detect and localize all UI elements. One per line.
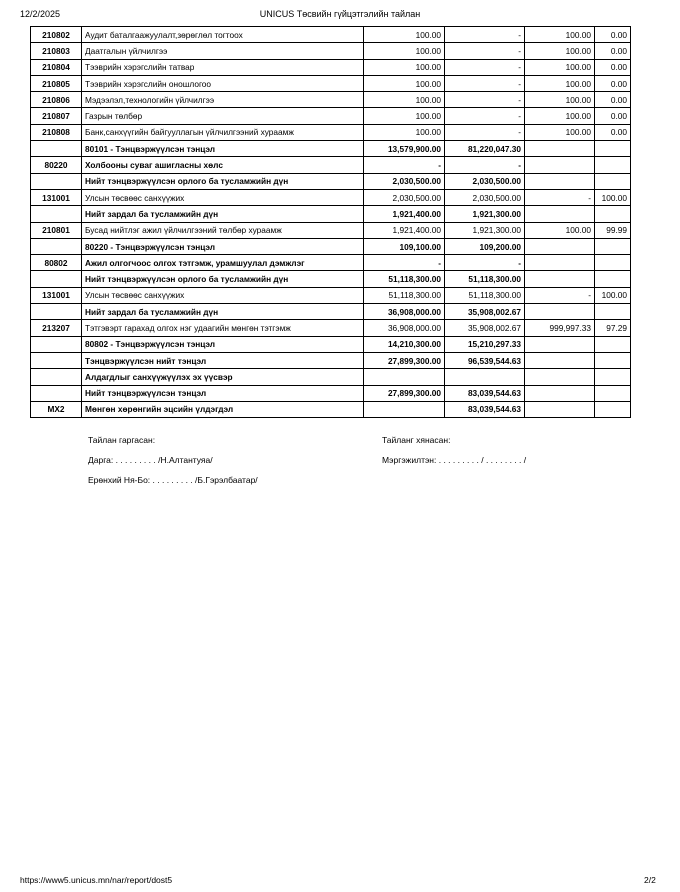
planned-amount-cell: 51,118,300.00 xyxy=(364,271,445,287)
account-name-cell: Мэдээлэл,технологийн үйлчилгээ xyxy=(82,92,364,108)
planned-amount-cell: 27,899,300.00 xyxy=(364,352,445,368)
table-row xyxy=(31,287,631,303)
difference-cell xyxy=(525,385,595,401)
actual-amount-cell: 1,921,300.00 xyxy=(445,206,525,222)
planned-amount-cell: 36,908,000.00 xyxy=(364,304,445,320)
difference-cell xyxy=(525,157,595,173)
difference-cell xyxy=(525,401,595,417)
account-name-cell: Алдагдлыг санхүүжүүлэх эх үүсвэр xyxy=(82,369,364,385)
percent-cell: 0.00 xyxy=(595,75,631,91)
account-code-cell: 131001 xyxy=(31,189,82,205)
percent-cell xyxy=(595,369,631,385)
account-name-cell: Нийт тэнцвэржүүлсэн тэнцэл xyxy=(82,385,364,401)
difference-cell xyxy=(525,238,595,254)
account-code-cell: 80802 xyxy=(31,255,82,271)
actual-amount-cell: - xyxy=(445,92,525,108)
account-code-cell: 131001 xyxy=(31,287,82,303)
percent-cell xyxy=(595,206,631,222)
planned-amount-cell xyxy=(364,401,445,417)
account-code-cell: 213207 xyxy=(31,320,82,336)
planned-amount-cell: 109,100.00 xyxy=(364,238,445,254)
account-code-cell: 210806 xyxy=(31,92,82,108)
difference-cell: 100.00 xyxy=(525,92,595,108)
difference-cell: - xyxy=(525,287,595,303)
difference-cell xyxy=(525,304,595,320)
actual-amount-cell: 109,200.00 xyxy=(445,238,525,254)
table-row xyxy=(31,124,631,140)
table-row xyxy=(31,75,631,91)
planned-amount-cell: 2,030,500.00 xyxy=(364,173,445,189)
account-name-cell: 80220 - Тэнцвэржүүлсэн тэнцэл xyxy=(82,238,364,254)
account-name-cell: Аудит баталгаажуулалт,зөрөглөл тогтоох xyxy=(82,27,364,43)
planned-amount-cell: 2,030,500.00 xyxy=(364,189,445,205)
table-row xyxy=(31,92,631,108)
table-row xyxy=(31,320,631,336)
table-row xyxy=(31,255,631,271)
actual-amount-cell: - xyxy=(445,27,525,43)
account-code-cell xyxy=(31,141,82,157)
percent-cell xyxy=(595,255,631,271)
account-code-cell: 210802 xyxy=(31,27,82,43)
percent-cell: 0.00 xyxy=(595,92,631,108)
planned-amount-cell: 1,921,400.00 xyxy=(364,222,445,238)
table-row xyxy=(31,189,631,205)
account-name-cell: Нийт зардал ба тусламжийн дүн xyxy=(82,206,364,222)
account-code-cell: 80220 xyxy=(31,157,82,173)
planned-amount-cell: 100.00 xyxy=(364,59,445,75)
table-row xyxy=(31,27,631,43)
account-code-cell xyxy=(31,385,82,401)
actual-amount-cell: 96,539,544.63 xyxy=(445,352,525,368)
planned-amount-cell: 100.00 xyxy=(364,75,445,91)
difference-cell xyxy=(525,271,595,287)
percent-cell xyxy=(595,336,631,352)
planned-amount-cell: - xyxy=(364,157,445,173)
table-row xyxy=(31,173,631,189)
actual-amount-cell xyxy=(445,369,525,385)
planned-amount-cell xyxy=(364,369,445,385)
director-signature: Дарга: . . . . . . . . . /Н.Алтантуяа/ xyxy=(88,455,213,465)
percent-cell: 99.99 xyxy=(595,222,631,238)
specialist-signature: Мэргэжилтэн: . . . . . . . . . / . . . . . . . . / xyxy=(382,455,527,465)
difference-cell xyxy=(525,336,595,352)
report-table-body xyxy=(31,27,631,418)
actual-amount-cell: 2,030,500.00 xyxy=(445,189,525,205)
account-name-cell: Бусад нийтлэг ажил үйлчилгээний төлбөр хураамж xyxy=(82,222,364,238)
actual-amount-cell: - xyxy=(445,157,525,173)
difference-cell xyxy=(525,352,595,368)
prepared-by-label: Тайлан гаргасан: xyxy=(88,435,156,445)
percent-cell: 0.00 xyxy=(595,124,631,140)
percent-cell xyxy=(595,157,631,173)
percent-cell xyxy=(595,141,631,157)
page-url: https://www5.unicus.mn/nar/report/dost5 xyxy=(20,875,173,885)
percent-cell xyxy=(595,271,631,287)
account-name-cell: Тэтгэвэрт гарахад олгох нэг удаагийн мөнгөн тэтгэмж xyxy=(82,320,364,336)
account-name-cell: Улсын төсвөөс санхүүжих xyxy=(82,287,364,303)
actual-amount-cell: 51,118,300.00 xyxy=(445,271,525,287)
table-row xyxy=(31,352,631,368)
table-row xyxy=(31,304,631,320)
account-name-cell: Тэнцвэржүүлсэн нийт тэнцэл xyxy=(82,352,364,368)
account-code-cell xyxy=(31,369,82,385)
account-code-cell xyxy=(31,238,82,254)
actual-amount-cell: - xyxy=(445,75,525,91)
account-name-cell: Газрын төлбөр xyxy=(82,108,364,124)
account-name-cell: 80802 - Тэнцвэржүүлсэн тэнцэл xyxy=(82,336,364,352)
account-code-cell: 210808 xyxy=(31,124,82,140)
difference-cell xyxy=(525,206,595,222)
actual-amount-cell: 51,118,300.00 xyxy=(445,287,525,303)
account-name-cell: Банк,санхүүгийн байгууллагын үйлчилгээний хураамж xyxy=(82,124,364,140)
account-name-cell: Даатгалын үйлчилгээ xyxy=(82,43,364,59)
account-code-cell: 210805 xyxy=(31,75,82,91)
difference-cell: 999,997.33 xyxy=(525,320,595,336)
table-row xyxy=(31,271,631,287)
account-code-cell xyxy=(31,173,82,189)
actual-amount-cell: - xyxy=(445,43,525,59)
table-row xyxy=(31,238,631,254)
actual-amount-cell: - xyxy=(445,124,525,140)
planned-amount-cell: 13,579,900.00 xyxy=(364,141,445,157)
percent-cell: 0.00 xyxy=(595,108,631,124)
table-row xyxy=(31,401,631,417)
actual-amount-cell: 81,220,047.30 xyxy=(445,141,525,157)
percent-cell: 0.00 xyxy=(595,59,631,75)
table-row xyxy=(31,108,631,124)
table-row xyxy=(31,206,631,222)
percent-cell: 0.00 xyxy=(595,43,631,59)
report-date: 12/2/2025 xyxy=(20,9,61,19)
account-code-cell: 210804 xyxy=(31,59,82,75)
actual-amount-cell: 2,030,500.00 xyxy=(445,173,525,189)
account-name-cell: Холбооны суваг ашигласны хөлс xyxy=(82,157,364,173)
planned-amount-cell: 1,921,400.00 xyxy=(364,206,445,222)
budget-report-table xyxy=(30,26,631,418)
planned-amount-cell: 100.00 xyxy=(364,92,445,108)
table-row xyxy=(31,369,631,385)
table-row xyxy=(31,141,631,157)
percent-cell xyxy=(595,401,631,417)
percent-cell: 0.00 xyxy=(595,27,631,43)
table-row xyxy=(31,385,631,401)
checked-by-label: Тайланг хянасан: xyxy=(382,435,451,445)
actual-amount-cell: - xyxy=(445,255,525,271)
table-row xyxy=(31,336,631,352)
actual-amount-cell: 15,210,297.33 xyxy=(445,336,525,352)
report-title: UNICUS Төсвийн гүйцэтгэлийн тайлан xyxy=(259,9,421,19)
account-code-cell xyxy=(31,271,82,287)
percent-cell xyxy=(595,304,631,320)
page-number: 2/2 xyxy=(644,875,656,885)
table-row xyxy=(31,59,631,75)
difference-cell: 100.00 xyxy=(525,222,595,238)
account-code-cell xyxy=(31,352,82,368)
difference-cell: 100.00 xyxy=(525,124,595,140)
difference-cell xyxy=(525,141,595,157)
planned-amount-cell: 51,118,300.00 xyxy=(364,287,445,303)
planned-amount-cell: 100.00 xyxy=(364,124,445,140)
account-code-cell: 210807 xyxy=(31,108,82,124)
difference-cell xyxy=(525,369,595,385)
actual-amount-cell: - xyxy=(445,59,525,75)
account-code-cell: 210801 xyxy=(31,222,82,238)
difference-cell xyxy=(525,173,595,189)
actual-amount-cell: 35,908,002.67 xyxy=(445,320,525,336)
percent-cell: 97.29 xyxy=(595,320,631,336)
percent-cell xyxy=(595,385,631,401)
account-name-cell: Нийт зардал ба тусламжийн дүн xyxy=(82,304,364,320)
percent-cell xyxy=(595,173,631,189)
account-code-cell xyxy=(31,206,82,222)
planned-amount-cell: 100.00 xyxy=(364,27,445,43)
account-name-cell: Тээврийн хэрэгслийн оношлогоо xyxy=(82,75,364,91)
difference-cell xyxy=(525,255,595,271)
percent-cell: 100.00 xyxy=(595,287,631,303)
chief-accountant-signature: Ерөнхий Ня-Бо: . . . . . . . . . /Б.Гэрэлбаатар/ xyxy=(88,475,258,485)
actual-amount-cell: - xyxy=(445,108,525,124)
planned-amount-cell: 36,908,000.00 xyxy=(364,320,445,336)
table-row xyxy=(31,157,631,173)
actual-amount-cell: 35,908,002.67 xyxy=(445,304,525,320)
account-name-cell: Нийт тэнцвэржүүлсэн орлого ба тусламжийн дүн xyxy=(82,173,364,189)
planned-amount-cell: - xyxy=(364,255,445,271)
difference-cell: 100.00 xyxy=(525,75,595,91)
account-code-cell: МХ2 xyxy=(31,401,82,417)
account-name-cell: Ажил олгогчоос олгох тэтгэмж, урамшуулал дэмжлэг xyxy=(82,255,364,271)
planned-amount-cell: 100.00 xyxy=(364,43,445,59)
difference-cell: 100.00 xyxy=(525,59,595,75)
account-name-cell: 80101 - Тэнцвэржүүлсэн тэнцэл xyxy=(82,141,364,157)
table-row xyxy=(31,43,631,59)
percent-cell xyxy=(595,238,631,254)
account-name-cell: Нийт тэнцвэржүүлсэн орлого ба тусламжийн дүн xyxy=(82,271,364,287)
account-code-cell: 210803 xyxy=(31,43,82,59)
actual-amount-cell: 1,921,300.00 xyxy=(445,222,525,238)
difference-cell: 100.00 xyxy=(525,108,595,124)
account-code-cell xyxy=(31,336,82,352)
table-row xyxy=(31,222,631,238)
percent-cell xyxy=(595,352,631,368)
percent-cell: 100.00 xyxy=(595,189,631,205)
planned-amount-cell: 14,210,300.00 xyxy=(364,336,445,352)
actual-amount-cell: 83,039,544.63 xyxy=(445,401,525,417)
account-code-cell xyxy=(31,304,82,320)
account-name-cell: Улсын төсвөөс санхүүжих xyxy=(82,189,364,205)
difference-cell: 100.00 xyxy=(525,27,595,43)
account-name-cell: Мөнгөн хөрөнгийн эцсийн үлдэгдэл xyxy=(82,401,364,417)
planned-amount-cell: 27,899,300.00 xyxy=(364,385,445,401)
planned-amount-cell: 100.00 xyxy=(364,108,445,124)
actual-amount-cell: 83,039,544.63 xyxy=(445,385,525,401)
difference-cell: 100.00 xyxy=(525,43,595,59)
account-name-cell: Тээврийн хэрэгслийн татвар xyxy=(82,59,364,75)
difference-cell: - xyxy=(525,189,595,205)
